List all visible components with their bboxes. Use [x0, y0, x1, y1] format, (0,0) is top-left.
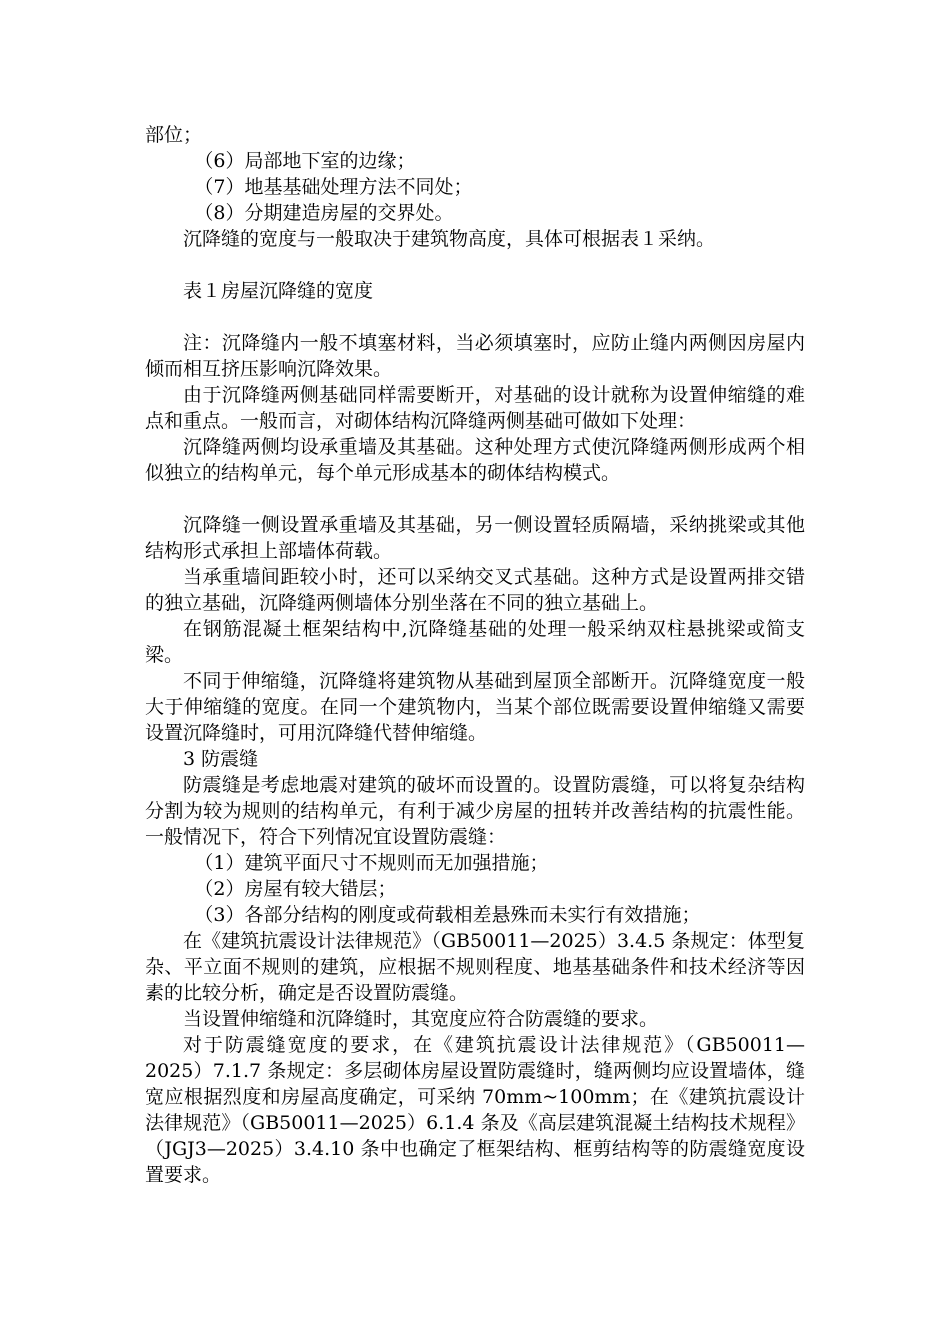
paragraph-one-side: 沉降缝一侧设置承重墙及其基础，另一侧设置轻质隔墙，采纳挑梁或其他结构形式承担上部墙体荷载。 — [145, 514, 805, 562]
paragraph-vs-expansion: 不同于伸缩缝，沉降缝将建筑物从基础到屋顶全部断开。沉降缝宽度一般大于伸缩缝的宽度。在同一个建筑物内，当某个部位既需要设置伸缩缝又需要设置沉降缝时，可用沉降缝代替伸缩缝。 — [145, 670, 805, 744]
paragraph-code-717: 对于防震缝宽度的要求，在《建筑抗震设计法律规范》（GB50011—2025）7.1.7 条规定：多层砌体房屋设置防震缝时，缝两侧均应设置墙体，缝宽应根据烈度和房屋高度确定，可采纳 70mm~100mm；在《建筑抗震设计法律规范》（GB50011—2025）6.1.4 条及《高层建筑混凝土结构技术规程》（JGJ3—2025）3.4.10 条中也确定了框架结构、框剪结构等的防震缝宽度设置要求。 — [145, 1034, 805, 1186]
paragraph-foundation: 由于沉降缝两侧基础同样需要断开，对基础的设计就称为设置伸缩缝的难点和重点。一般而言，对砌体结构沉降缝两侧基础可做如下处理： — [145, 384, 805, 432]
paragraph-settlement-width: 沉降缝的宽度与一般取决于建筑物高度，具体可根据表１采纳。 — [183, 228, 716, 250]
list-item-3: （3）各部分结构的刚度或荷载相差悬殊而未实行有效措施； — [194, 904, 701, 926]
paragraph-rc-frame: 在钢筋混凝土框架结构中,沉降缝基础的处理一般采纳双柱悬挑梁或简支梁。 — [145, 618, 805, 666]
paragraph-cross-foundation: 当承重墙间距较小时，还可以采纳交叉式基础。这种方式是设置两排交错的独立基础，沉降缝两侧墙体分别坐落在不同的独立基础上。 — [145, 566, 805, 614]
list-item-2: （2）房屋有较大错层； — [194, 878, 397, 900]
document-body — [145, 122, 805, 1188]
paragraph-bearing-walls: 沉降缝两侧均设承重墙及其基础。这种处理方式使沉降缝两侧形成两个相似独立的结构单元，每个单元形成基本的砌体结构模式。 — [145, 436, 805, 484]
list-item-6: （6）局部地下室的边缘； — [194, 150, 416, 172]
paragraph-continuation: 部位； — [145, 124, 203, 146]
list-item-8: （8）分期建造房屋的交界处。 — [194, 202, 454, 224]
paragraph-seismic-intro: 防震缝是考虑地震对建筑的破坏而设置的。设置防震缝，可以将复杂结构分割为较为规则的结构单元，有利于减少房屋的扭转并改善结构的抗震性能。一般情况下，符合下列情况宜设置防震缝： — [145, 774, 805, 848]
table-caption: 表１房屋沉降缝的宽度 — [183, 280, 374, 302]
paragraph-width-requirement: 当设置伸缩缝和沉降缝时，其宽度应符合防震缝的要求。 — [183, 1008, 659, 1030]
paragraph-note: 注：沉降缝内一般不填塞材料，当必须填塞时，应防止缝内两侧因房屋内倾而相互挤压影响沉降效果。 — [145, 332, 805, 380]
section-heading-seismic-joint: 3 防震缝 — [183, 748, 259, 770]
list-item-1: （1）建筑平面尺寸不规则而无加强措施； — [194, 852, 549, 874]
paragraph-code-345: 在《建筑抗震设计法律规范》（GB50011—2025）3.4.5 条规定：体型复杂、平立面不规则的建筑，应根据不规则程度、地基基础条件和技术经济等因素的比较分析，确定是否设置防震缝。 — [145, 930, 805, 1004]
list-item-7: （7）地基基础处理方法不同处； — [194, 176, 473, 198]
